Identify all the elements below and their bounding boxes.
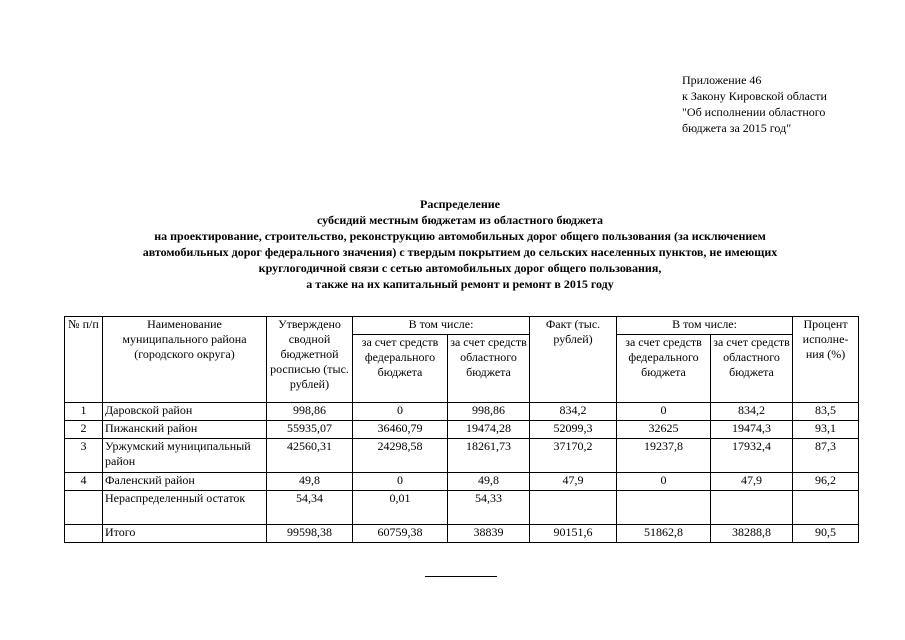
- cell-name: Пижанский район: [103, 421, 267, 439]
- header-percent: Процент исполне-ния (%): [793, 317, 859, 403]
- cell-name: Даровской район: [103, 403, 267, 421]
- title-line-3: на проектирование, строительство, реконструкцию автомобильных дорог общего пользования (за исключением: [154, 229, 766, 243]
- cell-num: [65, 491, 103, 525]
- header-federal-2: за счет средств федерального бюджета: [617, 335, 711, 403]
- cell-fact-federal: 32625: [617, 421, 711, 439]
- cell-num: 2: [65, 421, 103, 439]
- cell-fact: 834,2: [530, 403, 617, 421]
- cell-fact-federal: 0: [617, 403, 711, 421]
- cell-name: Нераспределенный остаток: [103, 491, 267, 525]
- cell-fact: 37170,2: [530, 439, 617, 473]
- appendix-line-4: бюджета за 2015 год": [682, 121, 792, 135]
- appendix-header: [682, 72, 827, 136]
- cell-percent: 90,5: [793, 525, 859, 543]
- cell-percent: 96,2: [793, 473, 859, 491]
- cell-federal: 24298,58: [353, 439, 448, 473]
- cell-federal: 0,01: [353, 491, 448, 525]
- cell-approved: 42560,31: [267, 439, 353, 473]
- header-row-1: [65, 317, 859, 335]
- cell-percent: 83,5: [793, 403, 859, 421]
- cell-fact: 90151,6: [530, 525, 617, 543]
- table-row-total: [65, 525, 859, 543]
- cell-approved: 998,86: [267, 403, 353, 421]
- header-fact: Факт (тыс. рублей): [530, 317, 617, 403]
- cell-federal: 0: [353, 403, 448, 421]
- cell-regional: 18261,73: [448, 439, 530, 473]
- cell-num: 4: [65, 473, 103, 491]
- table-row: [65, 473, 859, 491]
- title-line-4: автомобильных дорог федерального значения) с твердым покрытием до сельских населенных пунктов, не имеющих: [142, 245, 778, 259]
- cell-num: [65, 525, 103, 543]
- title-line-2: субсидий местным бюджетам из областного бюджета: [316, 213, 604, 227]
- cell-fact: 52099,3: [530, 421, 617, 439]
- cell-name: Уржумский муниципальный район: [103, 439, 267, 473]
- cell-regional: 998,86: [448, 403, 530, 421]
- title-line-1: Распределение: [419, 197, 501, 211]
- cell-fact-regional: 47,9: [711, 473, 793, 491]
- cell-fact-regional: 38288,8: [711, 525, 793, 543]
- subsidy-table: [64, 316, 859, 543]
- table-row: [65, 491, 859, 525]
- title-line-6: а также на их капитальный ремонт и ремонт в 2015 году: [306, 277, 614, 291]
- cell-name: Итого: [103, 525, 267, 543]
- header-federal-1: за счет средств федерального бюджета: [353, 335, 448, 403]
- cell-regional: 49,8: [448, 473, 530, 491]
- cell-regional: 38839: [448, 525, 530, 543]
- cell-percent: 87,3: [793, 439, 859, 473]
- cell-num: 3: [65, 439, 103, 473]
- document-title: [90, 196, 830, 292]
- header-including-1: В том числе:: [353, 317, 530, 335]
- cell-federal: 0: [353, 473, 448, 491]
- cell-regional: 19474,28: [448, 421, 530, 439]
- cell-fact-federal: 0: [617, 473, 711, 491]
- cell-fact-federal: [617, 491, 711, 525]
- title-line-5: круглогодичной связи с сетью автомобильных дорог общего пользования,: [258, 261, 662, 275]
- cell-num: 1: [65, 403, 103, 421]
- header-name: Наименование муниципального района (городского округа): [103, 317, 267, 403]
- table-row: [65, 403, 859, 421]
- cell-name: Фаленский район: [103, 473, 267, 491]
- cell-fact-regional: 834,2: [711, 403, 793, 421]
- appendix-line-1: Приложение 46: [682, 73, 762, 87]
- cell-percent: 93,1: [793, 421, 859, 439]
- cell-approved: 55935,07: [267, 421, 353, 439]
- table-row: [65, 421, 859, 439]
- cell-fact: 47,9: [530, 473, 617, 491]
- cell-fact-federal: 19237,8: [617, 439, 711, 473]
- cell-percent: [793, 491, 859, 525]
- cell-fact-federal: 51862,8: [617, 525, 711, 543]
- cell-fact-regional: [711, 491, 793, 525]
- cell-regional: 54,33: [448, 491, 530, 525]
- header-regional-2: за счет средств областного бюджета: [711, 335, 793, 403]
- cell-fact: [530, 491, 617, 525]
- cell-fact-regional: 17932,4: [711, 439, 793, 473]
- cell-approved: 54,34: [267, 491, 353, 525]
- cell-federal: 36460,79: [353, 421, 448, 439]
- footnote-divider: [425, 576, 497, 577]
- appendix-line-3: "Об исполнении областного: [682, 105, 826, 119]
- cell-federal: 60759,38: [353, 525, 448, 543]
- header-regional-1: за счет средств областного бюджета: [448, 335, 530, 403]
- header-approved: Утверждено сводной бюджетной росписью (тыс. рублей): [267, 317, 353, 403]
- cell-approved: 99598,38: [267, 525, 353, 543]
- cell-approved: 49,8: [267, 473, 353, 491]
- header-including-2: В том числе:: [617, 317, 793, 335]
- appendix-line-2: к Закону Кировской области: [682, 89, 827, 103]
- header-num: № п/п: [65, 317, 103, 403]
- cell-fact-regional: 19474,3: [711, 421, 793, 439]
- table-row: [65, 439, 859, 473]
